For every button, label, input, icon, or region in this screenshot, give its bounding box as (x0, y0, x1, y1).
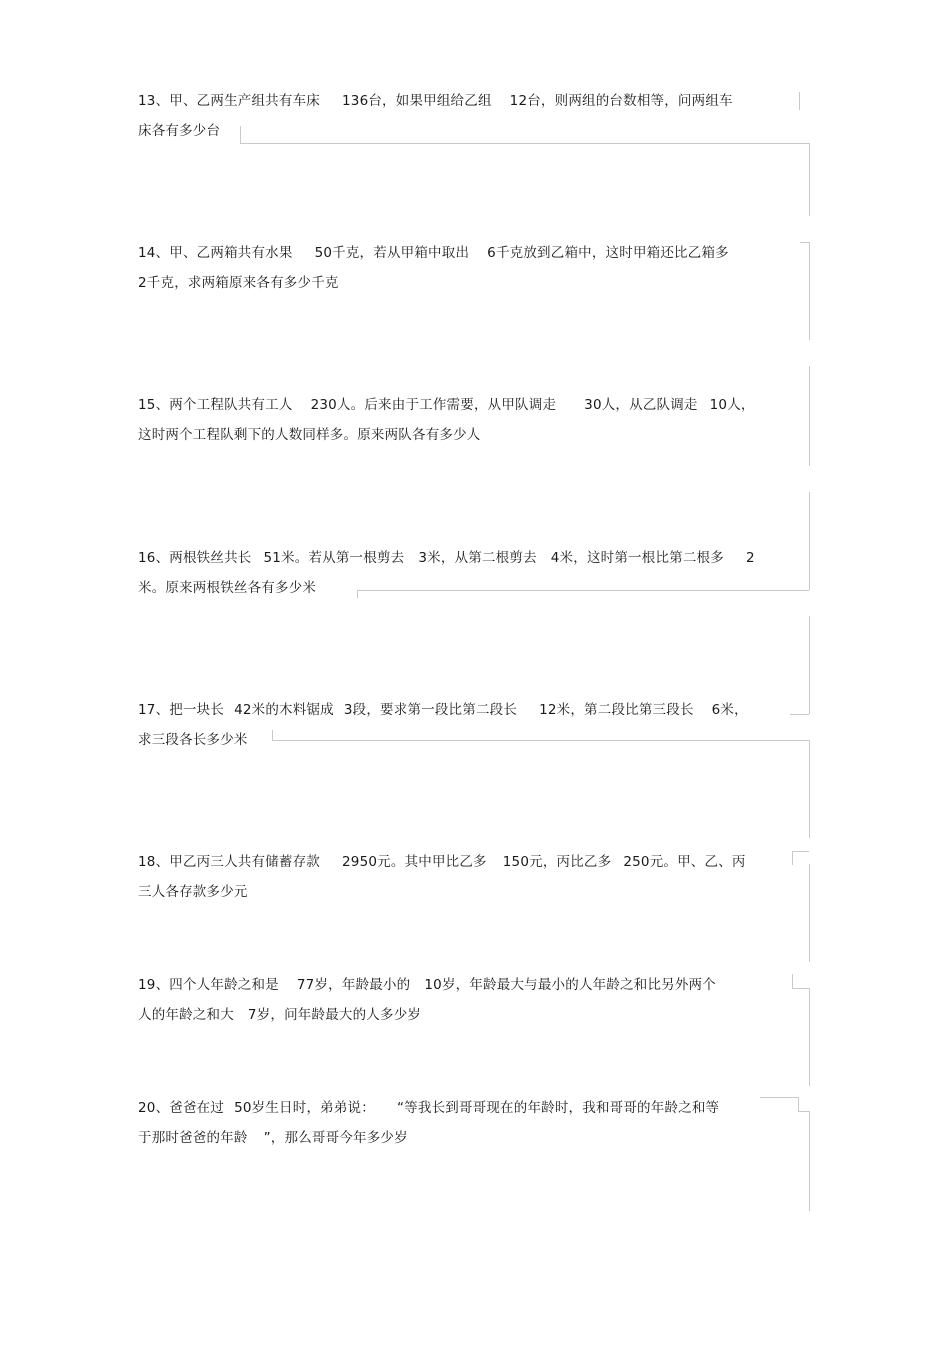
problem-line-1 (138, 1093, 798, 1123)
frame-line (809, 864, 810, 962)
problem-line-2 (138, 116, 798, 146)
text-segment: 30人，从乙队调走 (584, 397, 698, 413)
problem-line-2 (138, 877, 798, 907)
frame-line (809, 242, 810, 340)
frame-line (357, 590, 809, 591)
text-segment: 51米。若从第一根剪去 (263, 550, 405, 566)
frame-line (357, 590, 358, 598)
text-segment: 17、把一块长 (138, 702, 225, 718)
text-segment: 18、甲乙丙三人共有储蓄存款 (138, 854, 320, 870)
text-segment: 三人各存款多少元 (138, 884, 248, 900)
problem-line-2 (138, 1123, 798, 1153)
problem-line-2 (138, 1000, 798, 1030)
frame-line (792, 988, 809, 989)
text-segment: 这时两个工程队剩下的人数同样多。原来两队各有多少人 (138, 427, 481, 443)
problem-line-1 (138, 86, 798, 116)
text-segment: 于那时爸爸的年龄 (138, 1130, 248, 1146)
text-segment: 3段，要求第一段比第二段长 (343, 702, 518, 718)
frame-line (790, 714, 809, 715)
text-segment: 150元，丙比乙多 (502, 854, 612, 870)
problem-20 (138, 1093, 798, 1153)
text-segment: 136台，如果甲组给乙组 (341, 93, 492, 109)
text-segment: 床各有多少台 (138, 123, 221, 139)
text-segment: 12台，则两组的台数相等，问两组车 (509, 93, 733, 109)
text-segment: 50千克，若从甲箱中取出 (314, 245, 470, 261)
frame-line (240, 143, 809, 144)
text-segment: 250元。甲、乙、丙 (623, 854, 746, 870)
text-segment: 19、四个人年龄之和是 (138, 977, 279, 993)
frame-line (809, 143, 810, 216)
text-segment: 10岁，年龄最大与最小的人年龄之和比另外两个 (424, 977, 716, 993)
problem-line-1 (138, 970, 798, 1000)
text-segment: 2千克，求两箱原来各有多少千克 (138, 275, 339, 291)
text-segment: 16、两根铁丝共长 (138, 550, 252, 566)
text-segment: 15、两个工程队共有工人 (138, 397, 293, 413)
text-segment: 3米，从第二根剪去 (418, 550, 537, 566)
text-segment: 13、甲、乙两生产组共有车床 (138, 93, 320, 109)
frame-line (800, 242, 809, 243)
text-segment: “等我长到哥哥现在的年龄时，我和哥哥的年龄之和等 (396, 1100, 720, 1116)
text-segment: 20、爸爸在过 (138, 1100, 225, 1116)
frame-line (809, 616, 810, 714)
problem-14 (138, 238, 798, 298)
frame-line (809, 492, 810, 590)
frame-line (792, 974, 793, 988)
text-segment: 7岁，问年龄最大的人多少岁 (247, 1007, 422, 1023)
problem-18 (138, 847, 798, 907)
text-segment: 6米， (711, 702, 748, 718)
text-segment: 10人， (709, 397, 755, 413)
problem-line-2 (138, 268, 798, 298)
frame-line (760, 1097, 798, 1098)
text-segment: 人的年龄之和大 (138, 1007, 234, 1023)
problem-line-1 (138, 695, 798, 725)
frame-line (809, 740, 810, 838)
problem-line-2 (138, 573, 798, 603)
problem-line-1 (138, 238, 798, 268)
text-segment: 77岁，年龄最小的 (296, 977, 411, 993)
frame-line (272, 730, 273, 740)
problem-19 (138, 970, 798, 1030)
text-segment: 2950元。其中甲比乙多 (341, 854, 487, 870)
problem-13 (138, 86, 798, 146)
text-segment: 14、甲、乙两箱共有水果 (138, 245, 293, 261)
text-segment: 42米的木料锯成 (234, 702, 334, 718)
text-segment: 4米，这时第一根比第二根多 (550, 550, 724, 566)
text-segment: 50岁生日时，弟弟说： (234, 1100, 375, 1116)
problem-line-1 (138, 390, 798, 420)
problem-16 (138, 543, 798, 603)
frame-line (809, 366, 810, 466)
text-segment: 6千克放到乙箱中，这时甲箱还比乙箱多 (487, 245, 729, 261)
frame-line (799, 92, 800, 110)
text-segment: 230人。后来由于工作需要，从甲队调走 (310, 397, 557, 413)
frame-line (798, 1111, 809, 1112)
frame-line (272, 740, 809, 741)
problem-17 (138, 695, 798, 755)
frame-line (240, 126, 241, 143)
frame-line (798, 1097, 799, 1111)
frame-line (809, 988, 810, 1086)
problem-line-2 (138, 420, 798, 450)
frame-line (792, 851, 793, 865)
frame-line (809, 1111, 810, 1211)
problem-15 (138, 390, 798, 450)
text-segment: 2 (745, 550, 755, 566)
text-segment: ”，那么哥哥今年多少岁 (263, 1130, 408, 1146)
text-segment: 米。原来两根铁丝各有多少米 (138, 580, 317, 596)
problem-line-1 (138, 543, 798, 573)
text-segment: 求三段各长多少米 (138, 732, 248, 748)
frame-line (792, 851, 809, 852)
problem-line-1 (138, 847, 798, 877)
text-segment: 12米，第二段比第三段长 (539, 702, 694, 718)
